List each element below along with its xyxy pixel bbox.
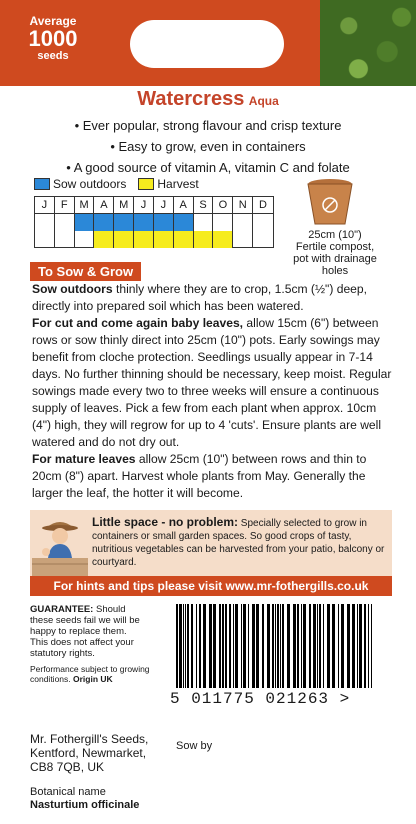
- calendar-month-label: M: [114, 197, 134, 213]
- calendar-sow-cell: [174, 214, 194, 231]
- calendar-sow-cell: [94, 214, 114, 231]
- sow-by-label: Sow by: [176, 740, 213, 752]
- calendar-month-label: F: [55, 197, 75, 213]
- seed-count-badge: [6, 2, 100, 84]
- calendar-harvest-cell: [233, 231, 253, 248]
- calendar-sow-cell: [194, 214, 214, 231]
- address-line: CB8 7QB, UK: [30, 760, 105, 774]
- calendar-month-label: S: [194, 197, 214, 213]
- watercress-photo: [320, 0, 416, 86]
- botanical-label: Botanical name: [30, 786, 106, 798]
- calendar-month-label: A: [94, 197, 114, 213]
- sow-swatch: [34, 178, 50, 190]
- calendar-harvest-cell: [55, 231, 75, 248]
- calendar-sow-cell: [233, 214, 253, 231]
- pot-info: [280, 229, 390, 277]
- calendar-sow-cell: [35, 214, 55, 231]
- calendar-harvest-cell: [213, 231, 233, 248]
- address-line: Kentford, Newmarket,: [30, 746, 147, 760]
- guarantee-text: [30, 604, 146, 659]
- calendar-month-label: O: [213, 197, 233, 213]
- sow-grow-heading: To Sow & Grow: [30, 262, 141, 281]
- guarantee-label: GUARANTEE:: [30, 604, 94, 615]
- barcode: [172, 604, 378, 688]
- calendar-harvest-cell: [94, 231, 114, 248]
- calendar-sow-cell: [114, 214, 134, 231]
- legend-harvest-label: Harvest: [157, 177, 199, 191]
- calendar-harvest-cell: [194, 231, 214, 248]
- calendar-month-row: [35, 197, 273, 214]
- address-line: Mr. Fothergill's Seeds,: [30, 732, 149, 746]
- badge-bottom-text: seeds: [37, 50, 69, 62]
- feature-bullets: [0, 115, 416, 178]
- bullet-item: • Easy to grow, even in containers: [110, 139, 306, 154]
- sow-outdoors-label: Sow outdoors: [32, 282, 113, 296]
- calendar-sow-cell: [75, 214, 95, 231]
- mature-leaves-text: allow 25cm (10") between rows and thin to 20cm (8") apart. Harvest whole plants from May. Generally the larger the leaf, the hotter it will become.: [32, 452, 367, 500]
- little-space-panel: [30, 510, 392, 576]
- botanical-name-block: [30, 786, 139, 812]
- bullet-item: • A good source of vitamin A, vitamin C and folate: [66, 160, 350, 175]
- calendar-harvest-row: [35, 231, 273, 248]
- barcode-digits: 5 011775 021263 >: [170, 690, 351, 708]
- calendar-harvest-cell: [253, 231, 273, 248]
- calendar-sow-cell: [213, 214, 233, 231]
- legend-sow-label: Sow outdoors: [53, 177, 127, 191]
- hints-banner: For hints and tips please visit www.mr-fothergills.co.uk: [30, 576, 392, 596]
- origin-label: Origin UK: [70, 674, 113, 684]
- calendar-month-label: J: [134, 197, 154, 213]
- product-variety: Aqua: [248, 94, 279, 108]
- calendar-sow-row: [35, 214, 273, 231]
- calendar-harvest-cell: [174, 231, 194, 248]
- sow-grow-instructions: [32, 281, 392, 502]
- performance-text: Performance subject to growing conditions.: [30, 664, 150, 684]
- calendar-sow-cell: [55, 214, 75, 231]
- calendar-harvest-cell: [134, 231, 154, 248]
- calendar-legend: [34, 177, 211, 191]
- pot-line: Fertile compost,: [295, 241, 375, 253]
- legend-harvest: [138, 177, 198, 191]
- calendar-harvest-cell: [75, 231, 95, 248]
- calendar-month-label: J: [154, 197, 174, 213]
- pot-icon: [305, 178, 355, 228]
- hang-hole: [130, 20, 284, 68]
- calendar-sow-cell: [134, 214, 154, 231]
- baby-leaves-label: For cut and come again baby leaves,: [32, 316, 244, 330]
- calendar-harvest-cell: [114, 231, 134, 248]
- sowing-calendar: [34, 196, 274, 248]
- little-space-heading: Little space - no problem:: [92, 515, 239, 529]
- harvest-swatch: [138, 178, 154, 190]
- sow-outdoors-text: thinly where they are to crop, 1.5cm (½") deep, directly into prepared soil which has been watered.: [32, 282, 367, 313]
- calendar-month-label: D: [259, 199, 267, 211]
- guarantee-body: Should these seeds fail we will be happy to replace them. This does not affect your statutory rights.: [30, 604, 140, 659]
- badge-top-text: Average: [29, 14, 77, 28]
- botanical-name: Nasturtium officinale: [30, 799, 140, 811]
- calendar-harvest-cell: [154, 231, 174, 248]
- badge-number: 1000: [28, 26, 78, 51]
- pot-line: pot with drainage: [293, 253, 377, 265]
- pot-line: holes: [321, 265, 349, 277]
- legend-sow: [34, 177, 126, 191]
- calendar-month-label: J: [35, 197, 55, 213]
- pot-size: 25cm (10"): [308, 229, 362, 241]
- gardener-illustration: [32, 514, 88, 576]
- calendar-month-label: A: [174, 197, 194, 213]
- product-title: [0, 88, 416, 111]
- little-space-body: Specially selected to grow in containers or small garden spaces. So good crops of tasty, nutritious vegetables can be harvested from your patio, balcony or courtyard.: [92, 518, 385, 568]
- bullet-item: • Ever popular, strong flavour and crisp texture: [74, 118, 342, 133]
- calendar-sow-cell: [154, 214, 174, 231]
- calendar-month-label: M: [75, 197, 95, 213]
- calendar-harvest-cell: [35, 231, 55, 248]
- company-address: [30, 732, 148, 774]
- calendar-month-label: N: [233, 197, 253, 213]
- mature-leaves-label: For mature leaves: [32, 452, 136, 466]
- product-name: Watercress: [137, 88, 245, 110]
- calendar-sow-cell: [253, 214, 273, 231]
- baby-leaves-text: allow 15cm (6") between rows or sow thinly direct into 25cm (10") pots. Early sowings may benefit from cloche protection. Seedlings usually appear in 7-14 days. No further thinning should be necessary, keep moist. Regular sowings made every two to three weeks will ensure a continuous supply of leaves. Pick a few from each plant when approx. 10cm (4") high, they will regrow for up to 4 'cuts'. Ensure plants are well watered and do not dry out.: [32, 316, 392, 449]
- little-space-text: [92, 516, 388, 569]
- performance-note: [30, 664, 170, 684]
